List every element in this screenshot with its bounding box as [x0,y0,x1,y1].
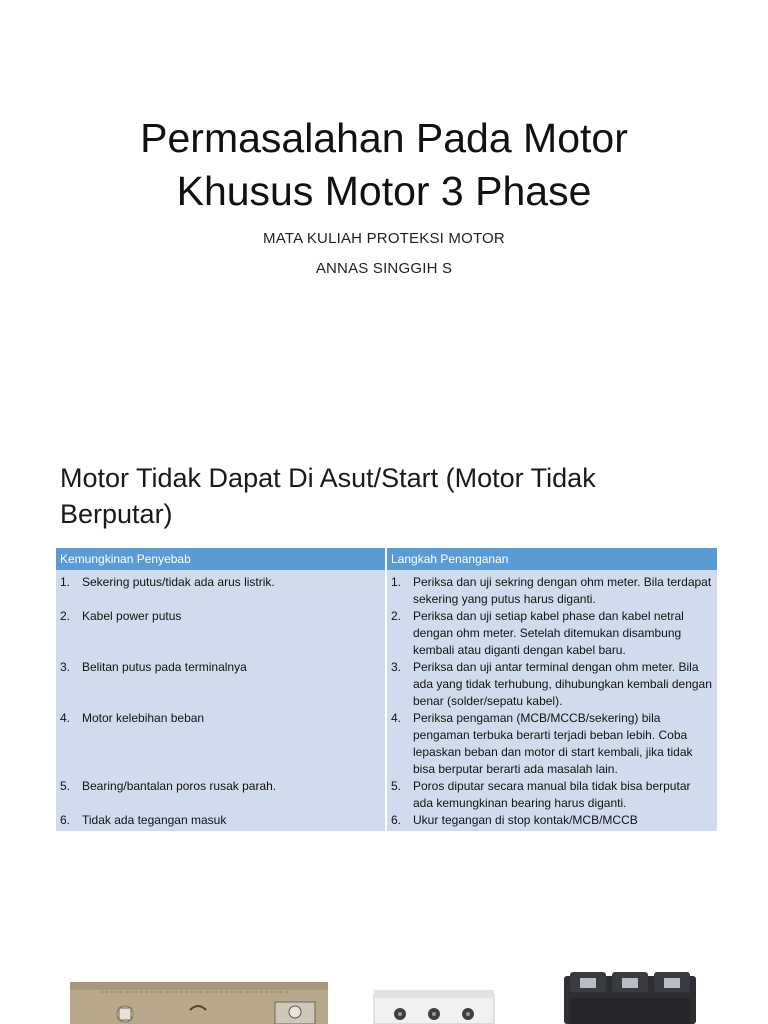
cause-text: Sekering putus/tidak ada arus listrik. [82,575,275,589]
solution-text: Periksa dan uji sekring dengan ohm meter. Bila terdapat sekering yang putus harus diganti. [413,575,712,606]
cause-cell [56,710,385,778]
cause-cell [56,778,385,812]
terminal-board-photo [70,982,328,1024]
solution-text: Periksa dan uji antar terminal dengan ohm meter. Bila ada yang tidak terhubung, dihubungkan kembali dengan benar (solder/sepatu kabel). [413,660,712,708]
solution-cell [387,659,717,710]
solution-cell [387,608,717,659]
row-number: 3. [60,660,71,674]
table-row [56,570,717,608]
title-slide [0,0,768,430]
solution-text: Periksa dan uji setiap kabel phase dan kabel netral dengan ohm meter. Setelah ditemukan disambung kembali atau diganti dengan kabel baru. [413,609,684,657]
row-number: 5. [391,779,402,793]
cause-text: Tidak ada tegangan masuk [82,813,227,827]
page-title [0,112,768,218]
table-row [56,778,717,812]
causes-table [54,548,719,831]
table-row [56,659,717,710]
row-number: 2. [60,609,71,623]
row-number: 1. [60,575,71,589]
header-cause: Kemungkinan Penyebab [56,548,385,570]
solution-text: Poros diputar secara manual bila tidak bisa berputar ada kemungkinan bearing harus diganti. [413,779,691,810]
solution-cell [387,570,717,608]
section-heading: Motor Tidak Dapat Di Asut/Start (Motor Tidak Berputar) [60,463,596,529]
solution-text: Ukur tegangan di stop kontak/MCB/MCCB [413,813,638,827]
solution-text: Periksa pengaman (MCB/MCCB/sekering) bila pengaman terbuka berarti terjadi beban lebih. Coba lepaskan beban dan motor di start kembali, jika tidak bisa berputar berarti ada masalah lain. [413,711,693,776]
row-number: 6. [391,813,402,827]
course-subtitle: MATA KULIAH PROTEKSI MOTOR [263,230,505,247]
table-row [56,812,717,831]
cause-text: Motor kelebihan beban [82,711,205,725]
photo-strip [0,950,768,1024]
table-row [56,710,717,778]
title-line-2: Khusus Motor 3 Phase [176,168,592,214]
cause-text: Bearing/bantalan poros rusak parah. [82,779,277,793]
table-row [56,608,717,659]
cause-cell [56,812,385,831]
solution-cell [387,778,717,812]
mccb-breaker-photo [560,970,700,1024]
mcb-breaker-photo [372,990,496,1024]
row-number: 4. [60,711,71,725]
row-number: 4. [391,711,402,725]
solution-cell [387,812,717,831]
title-line-1: Permasalahan Pada Motor [140,115,628,161]
table-header-row [56,548,717,570]
header-solution: Langkah Penanganan [387,548,717,570]
cause-text: Kabel power putus [82,609,182,623]
row-number: 6. [60,813,71,827]
solution-cell [387,710,717,778]
row-number: 1. [391,575,402,589]
cause-cell [56,659,385,710]
row-number: 3. [391,660,402,674]
cause-cell [56,608,385,659]
content-slide [0,430,768,950]
cause-cell [56,570,385,608]
cause-text: Belitan putus pada terminalnya [82,660,247,674]
row-number: 2. [391,609,402,623]
row-number: 5. [60,779,71,793]
author-subtitle: ANNAS SINGGIH S [315,260,453,277]
